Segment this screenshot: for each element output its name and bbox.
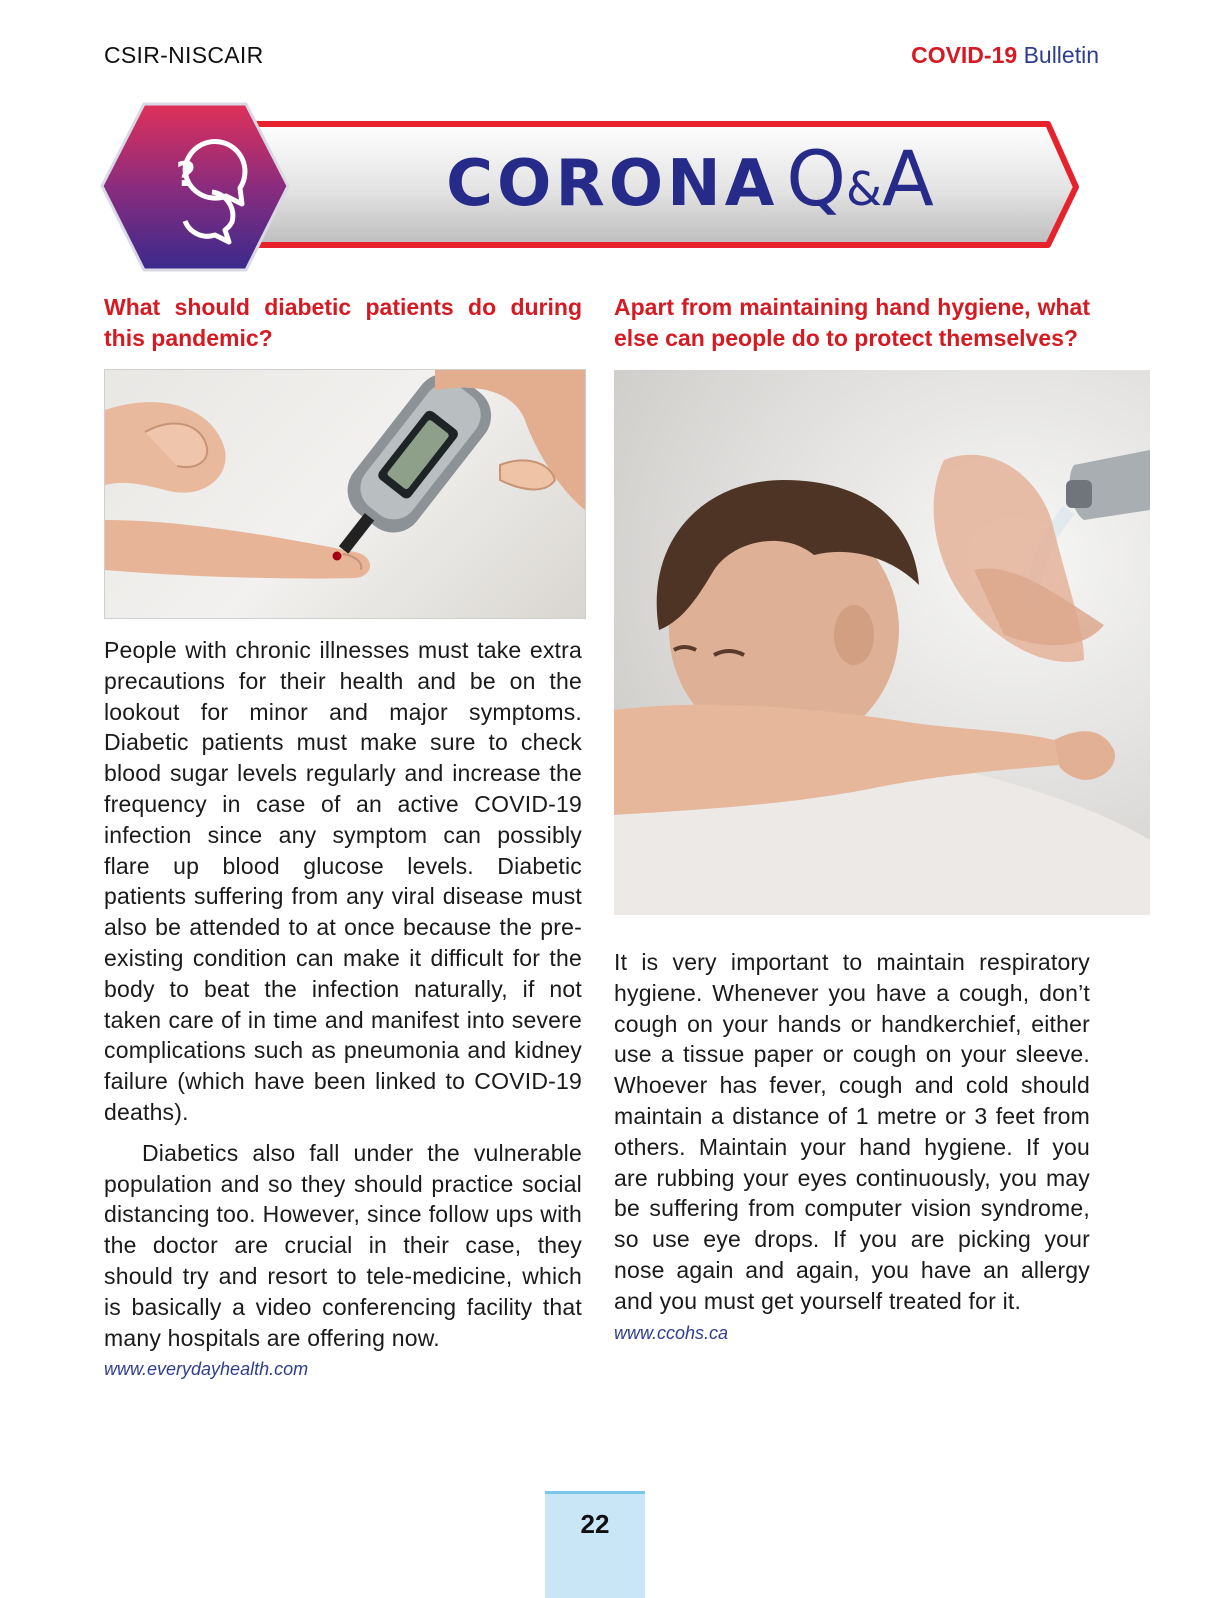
- paragraph-protection: It is very important to maintain respiratory hygiene. Whenever you have a cough, don’t cough on your hands or handkerchief, either use a tissue paper or cough on your sleeve. Whoever has fever, cough and cold should maintain a distance of 1 metre or 3 feet from others. Maintain your hand hygiene. If you are rubbing your eyes continuously, you may be suffering from computer vision syndrome, so use eye drops. If you are picking your nose again and again, you have an allergy and you must get yourself treated for it.: [614, 949, 1090, 1314]
- man-coughing-into-elbow-photo: [614, 370, 1150, 915]
- source-link-ccohs[interactable]: www.ccohs.ca: [614, 1322, 729, 1343]
- page-number: 22: [545, 1491, 645, 1598]
- banner-title-corona: CORONA: [446, 147, 779, 221]
- source-link-everydayhealth[interactable]: www.everydayhealth.com: [104, 1359, 309, 1380]
- publisher-name: CSIR-NISCAIR: [104, 42, 264, 68]
- left-column: [104, 292, 582, 1380]
- banner-title-qa: [786, 134, 934, 223]
- section-banner: [100, 100, 1090, 275]
- paragraph-diabetic-1: People with chronic illnesses must take extra precautions for their health and be on the lookout for minor and major symptoms. Diabetic patients must make sure to check blood sugar levels regularly and increase the frequency in case of an active COVID-19 infection since any symptom can possibly flare up blood glucose levels. Diabetic patients suffering from any viral disease must also be attended to at once because the pre-existing condition can make it difficult for the body to beat the infection naturally, if not taken care of in time and manifest into severe complications such as pneumonia and kidney failure (which have been linked to COVID-19 deaths).: [104, 637, 582, 1125]
- banner-title: [390, 134, 990, 223]
- question-protection: Apart from maintaining hand hygiene, what else can people do to protect themselves?: [614, 294, 1090, 351]
- right-column: [614, 292, 1090, 1344]
- glucose-meter-finger-photo: [104, 369, 586, 619]
- bulletin-title: [911, 42, 1099, 69]
- banner-title-amp: &: [846, 162, 882, 216]
- banner-title-a: A: [881, 134, 934, 223]
- paragraph-diabetic-2: Diabetics also fall under the vulnerable population and so they should practice social distancing too. However, since follow ups with the doctor are crucial in their case, they should try and resort to tele-medicine, which is basically a video conferencing facility that many hospitals are offering now.: [104, 1139, 582, 1351]
- svg-text:?: ?: [176, 155, 196, 195]
- question-diabetic: What should diabetic patients do during this pandemic?: [104, 294, 582, 351]
- bulletin-word: Bulletin: [1023, 42, 1099, 68]
- bulletin-highlight: COVID-19: [911, 42, 1018, 68]
- banner-title-q: Q: [786, 134, 847, 223]
